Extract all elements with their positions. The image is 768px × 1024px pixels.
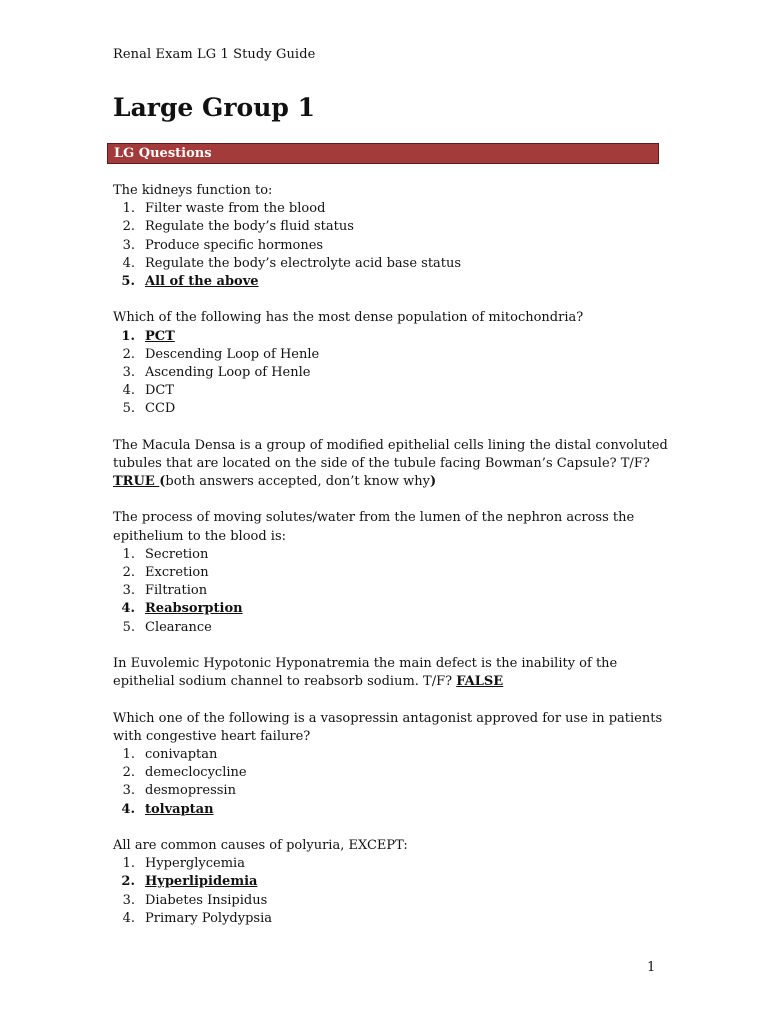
- answer-line: [113, 473, 673, 491]
- correct-answer: Hyperlipidemia: [145, 874, 258, 890]
- question-text-segment: epithelial sodium channel to reabsorb sodium. T/F?: [113, 674, 457, 690]
- answer-value: FALSE: [456, 674, 504, 690]
- option-item: [113, 255, 673, 273]
- option-item: [113, 200, 673, 218]
- option-number: 1.: [122, 201, 135, 217]
- option-number: 4.: [122, 383, 135, 399]
- question-text-line-1: The Macula Densa is a group of modified epithelial cells lining the distal convoluted: [113, 437, 668, 453]
- question-text: Which of the following has the most dense population of mitochondria?: [113, 310, 584, 326]
- option-item: [113, 764, 673, 782]
- question-text-line-2: tubules that are located on the side of the tubule facing Bowman’s Capsule? T/F?: [113, 455, 650, 471]
- question-3: [113, 437, 673, 492]
- question-text-line-2: [113, 673, 673, 691]
- option-number: 2.: [122, 565, 135, 581]
- option-text: Produce specific hormones: [145, 237, 324, 253]
- option-number: 4.: [122, 255, 135, 271]
- option-text: Clearance: [145, 619, 212, 635]
- correct-answer: tolvaptan: [145, 801, 214, 817]
- option-list: [113, 328, 673, 419]
- option-item: [113, 364, 673, 382]
- option-item: [113, 382, 673, 400]
- option-number: 3.: [122, 892, 135, 908]
- question-text-line-2: with congestive heart failure?: [113, 728, 311, 744]
- option-item: [113, 855, 673, 873]
- question-list: [113, 182, 673, 946]
- question-text: The kidneys function to:: [113, 183, 273, 198]
- section-header-label: LG Questions: [114, 146, 212, 161]
- option-number: 2.: [122, 219, 135, 235]
- option-number: 2.: [122, 346, 135, 362]
- correct-answer: PCT: [145, 328, 175, 344]
- option-text: Filtration: [145, 583, 208, 599]
- option-item: [113, 746, 673, 764]
- option-text: Hyperglycemia: [145, 856, 245, 872]
- option-list: [113, 746, 673, 819]
- note-close-paren: ): [429, 474, 437, 490]
- option-number: 4.: [122, 910, 135, 926]
- question-2: [113, 309, 673, 418]
- option-list: [113, 855, 673, 928]
- option-item-correct: [113, 600, 673, 618]
- option-number: 1.: [121, 328, 135, 344]
- correct-answer: All of the above: [145, 273, 259, 289]
- option-item-correct: [113, 873, 673, 891]
- option-item: [113, 400, 673, 418]
- option-text: CCD: [145, 401, 176, 417]
- option-number: 1.: [122, 856, 135, 872]
- option-number: 3.: [122, 583, 135, 599]
- option-list: [113, 546, 673, 637]
- question-1: [113, 182, 673, 291]
- option-item-correct: [113, 801, 673, 819]
- answer-note: both answers accepted, don’t know why: [165, 474, 430, 490]
- option-number: 5.: [122, 401, 135, 417]
- option-number: 3.: [122, 237, 135, 253]
- section-header-bar: [107, 143, 659, 164]
- question-6: [113, 710, 673, 819]
- option-text: Excretion: [145, 565, 209, 581]
- question-text-line-1: In Euvolemic Hypotonic Hyponatremia the main defect is the inability of the: [113, 655, 618, 671]
- option-item: [113, 619, 673, 637]
- option-item: [113, 237, 673, 255]
- question-text: All are common causes of polyuria, EXCEPT:: [113, 837, 408, 853]
- question-text-line-2: epithelium to the blood is:: [113, 528, 287, 544]
- option-item: [113, 910, 673, 928]
- option-number: 1.: [122, 546, 135, 562]
- option-item: [113, 546, 673, 564]
- option-number: 4.: [121, 801, 135, 817]
- option-number: 5.: [122, 619, 135, 635]
- page-title: Large Group 1: [113, 93, 315, 122]
- option-list: [113, 200, 673, 291]
- option-text: Filter waste from the blood: [145, 201, 326, 217]
- page-number: 1: [647, 960, 656, 975]
- option-text: Diabetes Insipidus: [145, 892, 268, 908]
- option-text: demeclocycline: [145, 765, 247, 781]
- option-item: [113, 582, 673, 600]
- option-number: 4.: [121, 601, 135, 617]
- option-text: Descending Loop of Henle: [145, 346, 320, 362]
- question-text-line-1: The process of moving solutes/water from the lumen of the nephron across the: [113, 510, 635, 526]
- option-number: 3.: [122, 783, 135, 799]
- option-item-correct: [113, 328, 673, 346]
- option-text: Primary Polydypsia: [145, 910, 273, 926]
- running-header: Renal Exam LG 1 Study Guide: [113, 47, 316, 62]
- option-text: DCT: [145, 383, 175, 399]
- question-4: [113, 509, 673, 636]
- option-text: Regulate the body’s fluid status: [145, 219, 354, 235]
- option-text: Secretion: [145, 546, 209, 562]
- question-text-line-1: Which one of the following is a vasopressin antagonist approved for use in patients: [113, 710, 663, 726]
- option-item: [113, 218, 673, 236]
- correct-answer: Reabsorption: [145, 601, 243, 617]
- option-text: conivaptan: [145, 746, 218, 762]
- option-number: 3.: [122, 364, 135, 380]
- option-item: [113, 346, 673, 364]
- option-text: Regulate the body’s electrolyte acid base status: [145, 255, 462, 271]
- option-item-correct: [113, 273, 673, 291]
- option-item: [113, 564, 673, 582]
- question-7: [113, 837, 673, 928]
- answer-value: TRUE: [113, 474, 160, 490]
- option-item: [113, 782, 673, 800]
- note-open-paren: (: [159, 474, 166, 490]
- option-number: 2.: [122, 765, 135, 781]
- option-number: 1.: [122, 746, 135, 762]
- option-text: desmopressin: [145, 783, 236, 799]
- option-number: 2.: [121, 874, 135, 890]
- option-text: Ascending Loop of Henle: [145, 364, 311, 380]
- option-item: [113, 892, 673, 910]
- option-number: 5.: [121, 273, 135, 289]
- question-5: [113, 655, 673, 691]
